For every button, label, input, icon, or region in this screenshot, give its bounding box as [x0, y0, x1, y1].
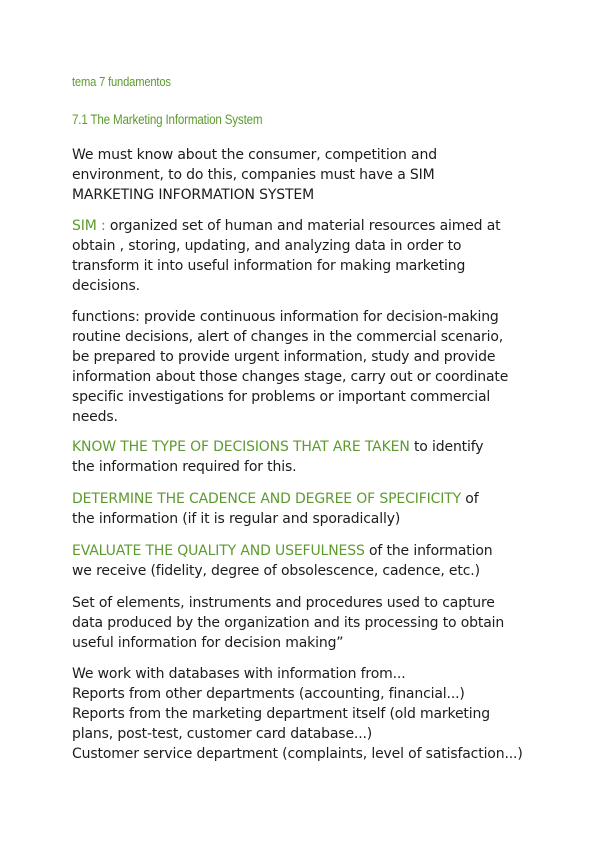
- databases-line: We work with databases with information from...: [72, 666, 406, 682]
- intro-line: We must know about the consumer, competition and: [72, 147, 437, 163]
- functions-paragraph: [72, 307, 542, 427]
- databases-line: Reports from other departments (accounting, financial...): [72, 686, 465, 702]
- know-highlight: KNOW THE TYPE OF DECISIONS THAT ARE TAKEN: [72, 439, 410, 455]
- intro-line: environment, to do this, companies must have a SIM: [72, 167, 435, 183]
- set-line: Set of elements, instruments and procedures used to capture: [72, 595, 495, 611]
- evaluate-highlight: EVALUATE THE QUALITY AND USEFULNESS: [72, 543, 365, 559]
- determine-line: [72, 489, 542, 509]
- set-line: useful information for decision making”: [72, 635, 344, 651]
- evaluate-rest: of the information: [364, 543, 493, 559]
- functions-line: needs.: [72, 409, 118, 425]
- sim-line: [72, 216, 542, 236]
- determine-highlight: DETERMINE THE CADENCE AND DEGREE OF SPECIFICITY: [72, 491, 461, 507]
- databases-paragraph: [72, 664, 542, 764]
- section-heading: 7.1 The Marketing Information System: [72, 112, 263, 127]
- determine-line: the information (if it is regular and sporadically): [72, 511, 401, 527]
- databases-line: Reports from the marketing department itself (old marketing: [72, 706, 490, 722]
- evaluate-paragraph: [72, 541, 542, 581]
- document-title: tema 7 fundamentos: [72, 74, 171, 89]
- sim-line: obtain , storing, updating, and analyzing data in order to: [72, 238, 462, 254]
- determine-rest: of: [461, 491, 479, 507]
- sim-term: SIM :: [72, 218, 106, 234]
- functions-line: routine decisions, alert of changes in the commercial scenario,: [72, 329, 504, 345]
- know-line: [72, 437, 542, 457]
- sim-line: decisions.: [72, 278, 140, 294]
- know-paragraph: [72, 437, 542, 477]
- functions-line: information about those changes stage, carry out or coordinate: [72, 369, 509, 385]
- functions-line: functions: provide continuous information for decision-making: [72, 309, 499, 325]
- functions-line: be prepared to provide urgent information, study and provide: [72, 349, 496, 365]
- functions-line: specific investigations for problems or important commercial: [72, 389, 491, 405]
- evaluate-line: we receive (fidelity, degree of obsolescence, cadence, etc.): [72, 563, 480, 579]
- sim-definition-text: organized set of human and material resources aimed at: [105, 218, 501, 234]
- set-definition-paragraph: [72, 593, 542, 653]
- evaluate-line: [72, 541, 542, 561]
- databases-line: Customer service department (complaints, level of satisfaction...): [72, 746, 523, 762]
- intro-line: MARKETING INFORMATION SYSTEM: [72, 187, 315, 203]
- know-line: the information required for this.: [72, 459, 297, 475]
- intro-paragraph: [72, 145, 542, 205]
- sim-definition-paragraph: [72, 216, 542, 296]
- databases-line: plans, post-test, customer card database...): [72, 726, 373, 742]
- sim-line: transform it into useful information for making marketing: [72, 258, 466, 274]
- determine-paragraph: [72, 489, 542, 529]
- know-rest: to identify: [409, 439, 484, 455]
- set-line: data produced by the organization and its processing to obtain: [72, 615, 505, 631]
